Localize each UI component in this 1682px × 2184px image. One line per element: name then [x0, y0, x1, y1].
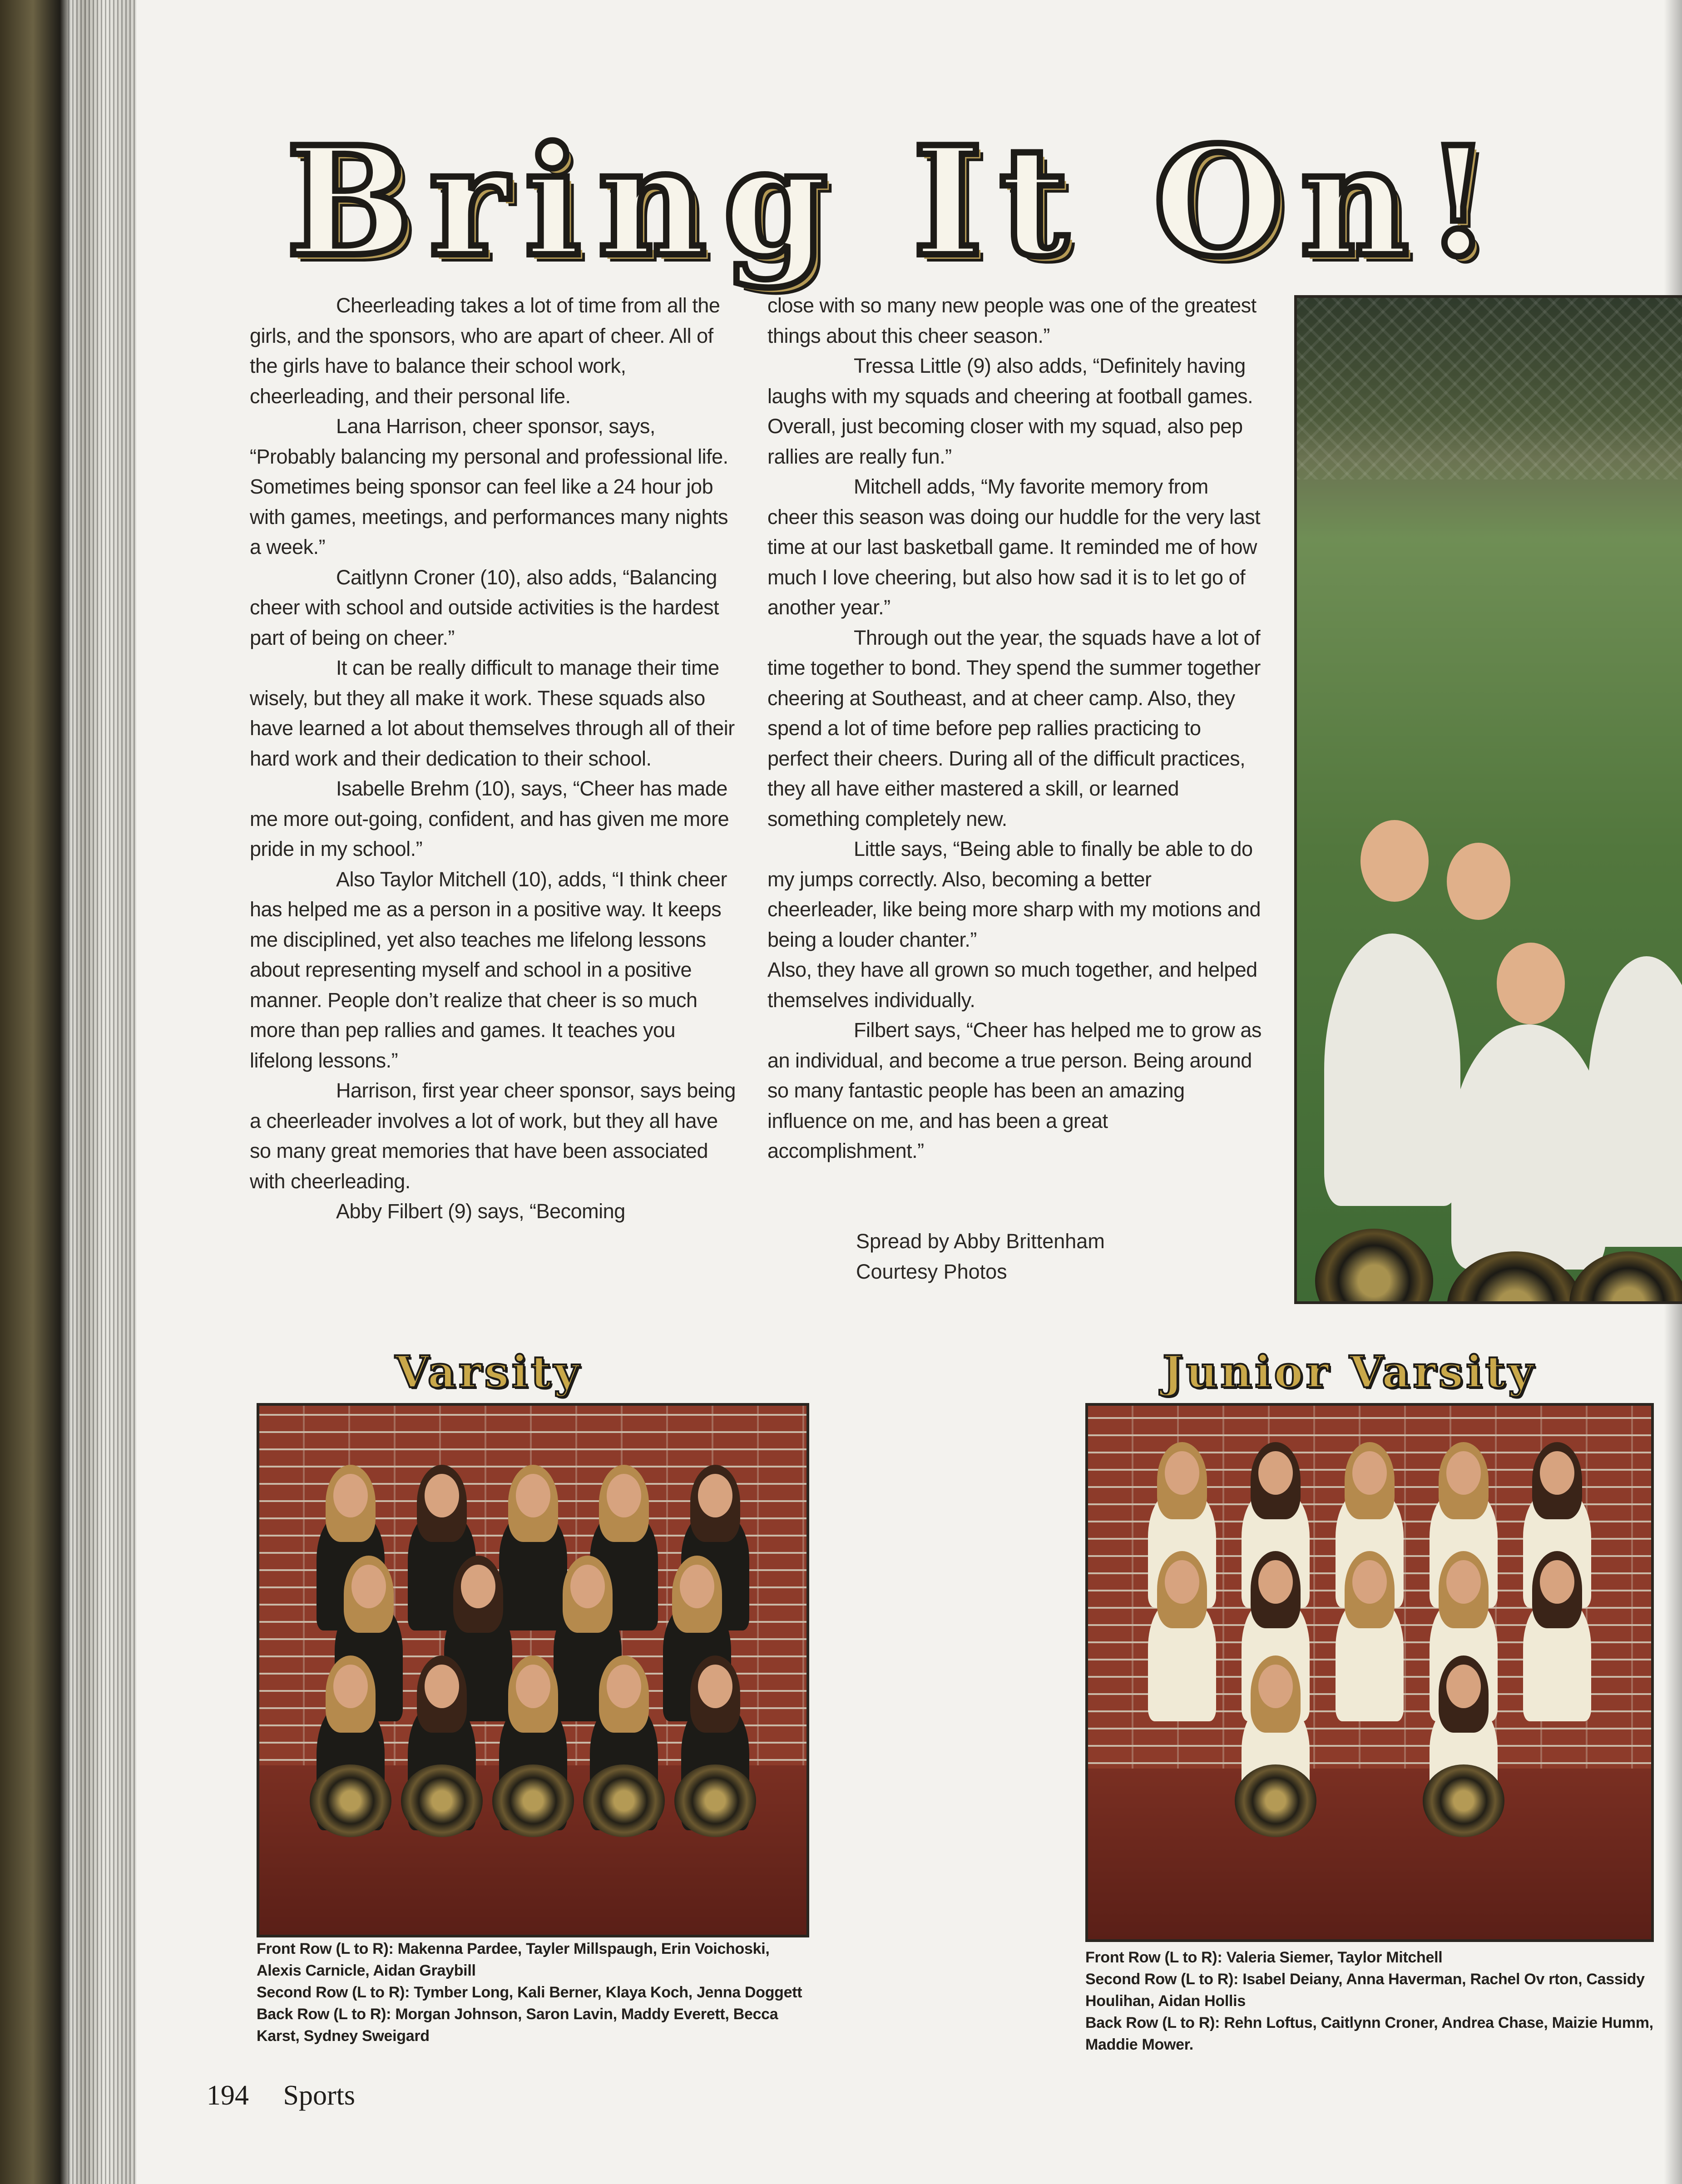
pom-pom	[492, 1764, 574, 1837]
cheerleader-face	[425, 1474, 459, 1517]
paragraph: Through out the year, the squads have a lot of time together to bond. They spend the summer together cheering at Southeast, and at cheer camp. Also, they spend a lot of time before pep rallies practicing to perfect their cheers. During all of the difficult practices, they all have either mastered a skill, or learned something completely new.	[767, 626, 1261, 830]
paragraph: Filbert says, “Cheer has helped me to grow as an individual, and become a true person. Being around so many fantastic people has been an amazing influence on me, and has been a great accomplishment.”	[767, 1018, 1262, 1162]
paragraph: Cheerleading takes a lot of time from all the girls, and the sponsors, who are apart of cheer. All of the girls have to balance their school work, cheerleading, and their personal life.	[250, 294, 720, 408]
paragraph: Harrison, first year cheer sponsor, says being a cheerleader involves a lot of work, but they all have so many great memories that have been associated with cheerleading.	[250, 1079, 736, 1193]
floor	[1088, 1769, 1651, 1939]
paragraph: Also Taylor Mitchell (10), adds, “I think cheer has helped me as a person in a positive way. It keeps me disciplined, yet also teaches me lifelong lessons about representing myself and school in a positive manner. People don’t realize that cheer is so much more than pep rallies and games. It teaches you lifelong lessons.”	[250, 867, 727, 1072]
cheerleader-face	[516, 1474, 550, 1517]
paragraph: Little says, “Being able to finally be able to do my jumps correctly. Also, becoming a better cheerleader, like being more sharp with my motions and being a louder chanter.”	[767, 837, 1261, 951]
cheerleader-face	[1352, 1451, 1387, 1495]
cheerleader-face	[1258, 1665, 1293, 1708]
cheerleader-figure	[1451, 1024, 1606, 1270]
junior-varsity-team-photo	[1085, 1403, 1654, 1942]
cheerleaders-field-photo	[1294, 295, 1682, 1304]
cheerleader-face	[570, 1565, 605, 1608]
cheerleader-face	[425, 1665, 459, 1708]
fence-background	[1297, 298, 1682, 479]
book-edge	[0, 0, 150, 2184]
section-name: Sports	[283, 2080, 355, 2111]
paragraph: Isabelle Brehm (10), says, “Cheer has made me more out-going, confident, and has given me more pride in my school.”	[250, 777, 729, 860]
cheerleader-face	[680, 1565, 714, 1608]
cheerleader-face	[1352, 1560, 1387, 1604]
cheerleader-face	[1540, 1451, 1574, 1495]
junior-varsity-caption	[1085, 1947, 1657, 2056]
cheerleader-figure	[1588, 956, 1682, 1247]
paragraph: Caitlynn Croner (10), also adds, “Balancing cheer with school and outside activities is the hardest part of being on cheer.”	[250, 565, 719, 649]
cheerleader-face	[1258, 1560, 1293, 1604]
cheerleader-figure	[1324, 934, 1460, 1206]
cheerleader-head	[1497, 943, 1565, 1024]
paragraph: Mitchell adds, “My favorite memory from cheer this season was doing our huddle for the very last time at our last basketball game. It reminded me of how much I love cheering, but also how sad it is to let go of another year.”	[767, 475, 1261, 619]
cheerleader-face	[1446, 1560, 1481, 1604]
cheerleader-face	[1165, 1560, 1199, 1604]
pom-pom	[1235, 1764, 1316, 1837]
caption-back-row: Back Row (L to R): Rehn Loftus, Caitlynn Croner, Andrea Chase, Maizie Humm, Maddie Mower.	[1085, 2014, 1653, 2053]
cheerleader-face	[1446, 1665, 1481, 1708]
varsity-team-photo	[257, 1403, 809, 1937]
cheerleader-face	[607, 1474, 641, 1517]
cheerleader-face	[698, 1665, 732, 1708]
photo-credit	[856, 1226, 1105, 1287]
junior-varsity-heading: Junior Varsity	[1163, 1346, 1536, 1398]
cheerleader-face	[1446, 1451, 1481, 1495]
paragraph: Tressa Little (9) also adds, “Definitely having laughs with my squads and cheering at football games. Overall, just becoming closer with my squad, also pep rallies are really fun.”	[767, 354, 1253, 468]
paragraph: Abby Filbert (9) says, “Becoming	[336, 1200, 625, 1223]
pom-pom	[310, 1764, 391, 1837]
caption-back-row: Back Row (L to R): Morgan Johnson, Saron Lavin, Maddy Everett, Becca Karst, Sydney Sweigard	[257, 2006, 778, 2045]
caption-front-row: Front Row (L to R): Valeria Siemer, Taylor Mitchell	[1085, 1949, 1443, 1966]
paragraph: It can be really difficult to manage their time wisely, but they all make it work. These squads also have learned a lot about themselves through all of their hard work and their dedication to their school.	[250, 656, 735, 770]
article-left-column	[250, 291, 736, 1227]
article-right-column	[767, 291, 1262, 1166]
caption-second-row: Second Row (L to R): Tymber Long, Kali Berner, Klaya Koch, Jenna Doggett	[257, 1984, 802, 2001]
pom-pom	[1315, 1229, 1433, 1304]
cheerleader-face	[461, 1565, 495, 1608]
varsity-heading: Varsity	[395, 1346, 582, 1398]
cheerleader-head	[1447, 843, 1510, 920]
caption-second-row: Second Row (L to R): Isabel Deiany, Anna Haverman, Rachel Ov rton, Cassidy Houlihan, Aidan Hollis	[1085, 1971, 1645, 2010]
pom-pom	[1423, 1764, 1504, 1837]
cheerleader-face	[333, 1474, 368, 1517]
cheerleader-face	[1258, 1451, 1293, 1495]
folio	[207, 2080, 355, 2112]
credit-spread: Spread by Abby Brittenham	[856, 1230, 1105, 1253]
credit-photos: Courtesy Photos	[856, 1260, 1007, 1283]
cheerleader-face	[1165, 1451, 1199, 1495]
pom-pom	[401, 1764, 483, 1837]
cheerleader-head	[1360, 820, 1429, 902]
caption-front-row: Front Row (L to R): Makenna Pardee, Tayler Millspaugh, Erin Voichoski, Alexis Carnicle, Aidan Graybill	[257, 1940, 770, 1979]
cheerleader-face	[333, 1665, 368, 1708]
pom-pom	[583, 1764, 665, 1837]
paragraph: Also, they have all grown so much together, and helped themselves individually.	[767, 958, 1257, 1012]
paragraph: close with so many new people was one of the greatest things about this cheer season.”	[767, 294, 1257, 347]
cheerleader-face	[516, 1665, 550, 1708]
page-title: Bring It On!	[286, 114, 1508, 290]
paragraph: Lana Harrison, cheer sponsor, says, “Probably balancing my personal and professional life. Sometimes being sponsor can feel like a 24 hour job with games, meetings, and performances many nights a week.”	[250, 415, 728, 558]
varsity-caption	[257, 1938, 808, 2047]
cheerleader-face	[698, 1474, 732, 1517]
cheerleader-face	[607, 1665, 641, 1708]
page-number: 194	[207, 2080, 249, 2111]
pom-pom	[674, 1764, 756, 1837]
cheerleader-face	[1540, 1560, 1574, 1604]
cheerleader-face	[351, 1565, 386, 1608]
